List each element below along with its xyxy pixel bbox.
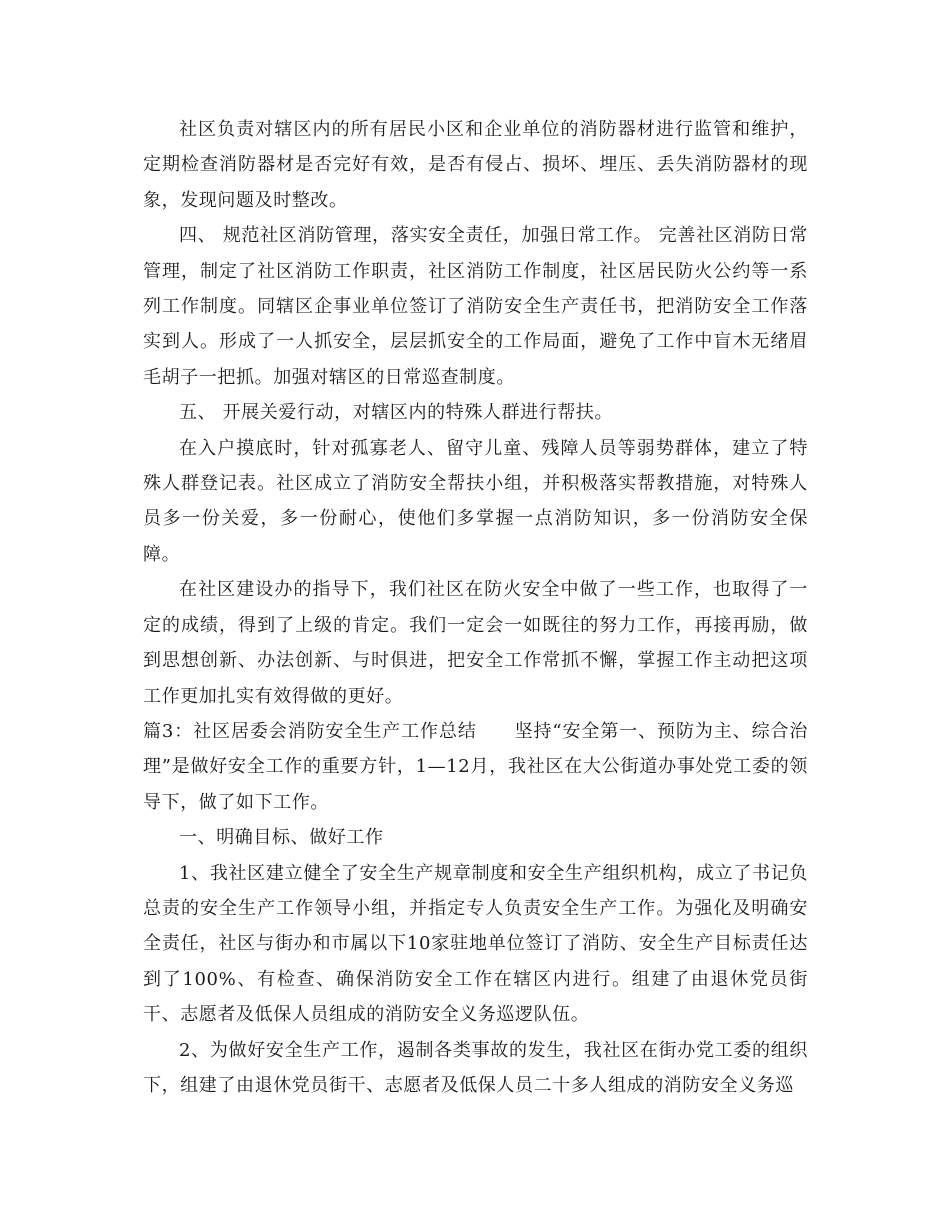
paragraph-goal-heading: 一、明确目标、做好工作 [179,827,384,849]
paragraph-item-one: 1、我社区建立健全了安全生产规章制度和安全生产组织机构，成立了书记负总责的安全生产工作领导小组，并指定专人负责安全生产工作。为强化及明确安全责任，社区与街办和市属以下10家驻地单位签订了消防、安全生产目标责任达到了100%、有检查、确保消防安全工作在辖区内进行。组建了由退休党员街干、志愿者及低保人员组成的消防安全义务巡逻队伍。 [143,862,808,1026]
paragraph-section-four: 四、 规范社区消防管理，落实安全责任，加强日常工作。 完善社区消防日常管理，制定了社区消防工作职责，社区消防工作制度，社区居民防火公约等一系列工作制度。同辖区企事业单位签订了消防安全生产责任书，把消防安全工作落实到人。形成了一人抓安全，层层抓安全的工作局面，避免了工作中盲木无绪眉毛胡子一把抓。加强对辖区的日常巡查制度。 [143,225,808,388]
paragraph-chapter-three-heading: 篇3：社区居委会消防安全生产工作总结 坚持“安全第一、预防为主、综合治理”是做好安全工作的重要方针，1—12月，我社区在大公街道办事处党工委的领导下，做了如下工作。 [143,720,808,813]
paragraph-fire-equipment: 社区负责对辖区内的所有居民小区和企业单位的消防器材进行监管和维护，定期检查消防器材是否完好有效，是否有侵占、损坏、埋压、丢失消防器材的现象，发现问题及时整改。 [143,119,808,211]
paragraph-special-groups: 在入户摸底时，针对孤寡老人、留守儿童、残障人员等弱势群体，建立了特殊人群登记表。社区成立了消防安全帮扶小组，并积极落实帮教措施，对特殊人员多一份关爱，多一份耐心，使他们多掌握一点消防知识，多一份消防安全保障。 [143,437,808,565]
paragraph-conclusion: 在社区建设办的指导下，我们社区在防火安全中做了一些工作，也取得了一定的成绩，得到了上级的肯定。我们一定会一如既往的努力工作，再接再励，做到思想创新、办法创新、与时俱进，把安全工作常抓不懈，掌握工作主动把这项工作更加扎实有效得做的更好。 [143,579,808,707]
paragraph-item-two: 2、为做好安全生产工作，遏制各类事故的发生，我社区在街办党工委的组织下，组建了由退休党员街干、志愿者及低保人员二十多人组成的消防安全义务巡 [143,1039,808,1096]
paragraph-section-five: 五、 开展关爱行动，对辖区内的特殊人群进行帮扶。 [179,402,614,424]
document-body [143,112,808,1103]
